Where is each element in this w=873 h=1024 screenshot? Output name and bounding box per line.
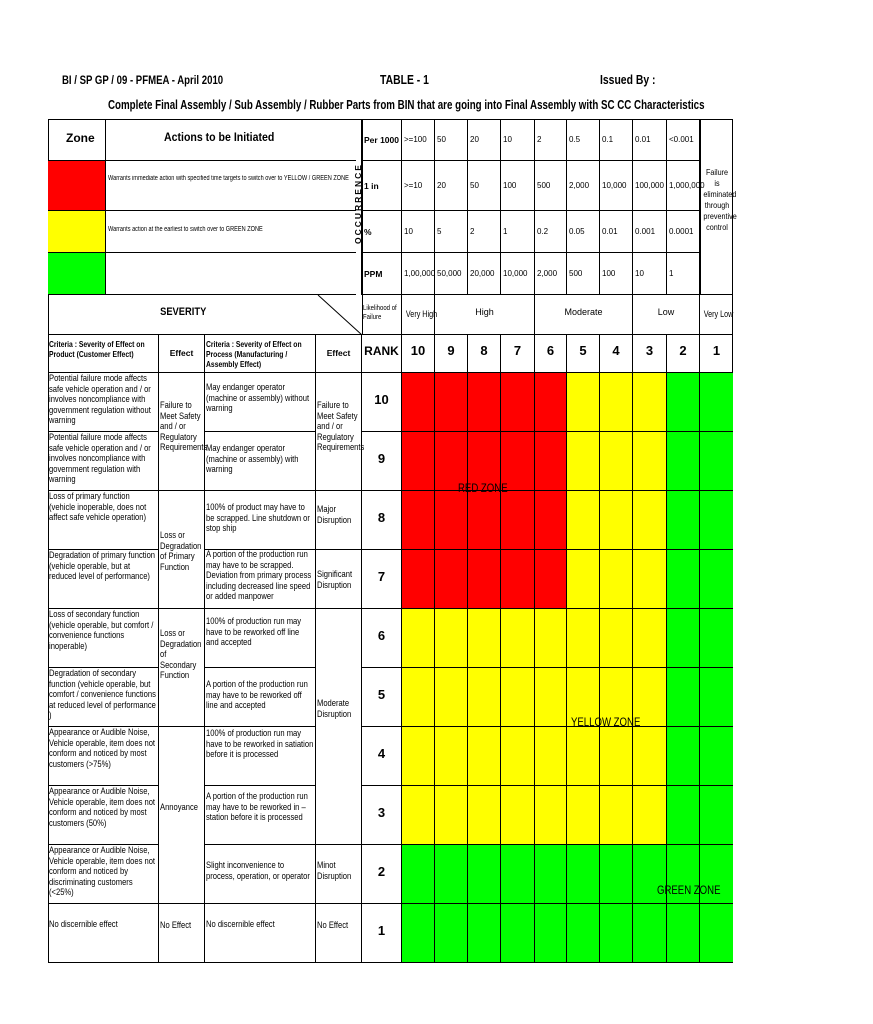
matrix-cell: [633, 609, 667, 668]
matrix-cell: [600, 845, 633, 904]
occurrence-value: 10,000: [600, 161, 633, 211]
criteria-process-text: 100% of production run may have to be reworked off line and accepted: [206, 616, 302, 648]
effect-product-cell: [159, 609, 205, 727]
zone-action-green: [106, 253, 356, 295]
matrix-cell: [633, 550, 667, 609]
matrix-cell: [468, 727, 501, 786]
zone-swatch-red: [48, 161, 106, 211]
matrix-cell: [567, 550, 600, 609]
matrix-cell: [535, 904, 567, 963]
occurrence-value: 100,000: [633, 161, 667, 211]
likelihood-very-low: Very Low: [700, 295, 733, 335]
matrix-cell: [600, 904, 633, 963]
pfmea-table: [48, 119, 737, 963]
matrix-cell: [535, 845, 567, 904]
matrix-cell: [501, 609, 535, 668]
occurrence-value: 100: [501, 161, 535, 211]
likelihood-high: High: [435, 295, 535, 335]
criteria-process-cell: [205, 609, 316, 668]
occurrence-value: 20: [435, 161, 468, 211]
effect-process-cell: [316, 904, 362, 963]
matrix-cell: [435, 786, 468, 845]
occurrence-value: 50,000: [435, 253, 468, 295]
effect-product-text: Annoyance: [160, 802, 199, 813]
occurrence-value: 1,00,000: [402, 253, 435, 295]
occurrence-rank-header: 4: [600, 335, 633, 373]
matrix-cell: [535, 786, 567, 845]
matrix-cell: [468, 845, 501, 904]
matrix-cell: [567, 727, 600, 786]
occurrence-value: 1,000,000: [667, 161, 700, 211]
matrix-cell: [402, 727, 435, 786]
criteria-process-text: Slight inconvenience to process, operation, or operator: [206, 860, 310, 882]
criteria-product-text: Loss of secondary function (vehicle operable, but comfort / convenience functions inoperable): [49, 609, 154, 652]
occurrence-value: 50: [468, 161, 501, 211]
matrix-cell: [600, 491, 633, 550]
severity-rank: 5: [362, 668, 402, 727]
criteria-product-cell: [48, 432, 159, 491]
effect-product-text: Loss or Degradation of Secondary Function: [160, 628, 202, 681]
occurrence-value: 2: [468, 211, 501, 253]
matrix-cell: [535, 668, 567, 727]
divider-cell: [318, 295, 362, 335]
occurrence-value: 0.0001: [667, 211, 700, 253]
criteria-product-text: Potential failure mode affects safe vehicle operation and / or involves noncompliance with government regulation without warning: [49, 373, 151, 426]
matrix-cell: [667, 373, 700, 432]
matrix-cell: [700, 727, 733, 786]
matrix-cell: [435, 550, 468, 609]
matrix-cell: [600, 373, 633, 432]
occurrence-value: <0.001: [667, 119, 700, 161]
matrix-cell: [600, 727, 633, 786]
matrix-cell: [468, 904, 501, 963]
criteria-product-cell: [48, 668, 159, 727]
criteria-product-text: Appearance or Audible Noise, Vehicle operable, item does not conform and noticed by discriminating customers (<25%): [49, 845, 156, 898]
matrix-cell: [535, 373, 567, 432]
occurrence-value: 2,000: [535, 253, 567, 295]
criteria-product-cell: [48, 609, 159, 668]
matrix-cell: [402, 432, 435, 491]
criteria-process-text: A portion of the production run may have to be scrapped. Deviation from primary process including decreased line speed or added manpower: [206, 549, 312, 602]
matrix-cell: [501, 491, 535, 550]
matrix-cell: [501, 668, 535, 727]
criteria-process-cell: [205, 668, 316, 727]
criteria-product-text: Degradation of secondary function (vehicle operable, but comfort / convenience functions at reduced level of performance ): [49, 668, 156, 721]
criteria-product-cell: [48, 550, 159, 609]
effect-product-cell: [159, 727, 205, 904]
matrix-cell: [700, 668, 733, 727]
document-reference: BI / SP GP / 09 - PFMEA - April 2010: [62, 73, 224, 87]
matrix-cell: [402, 550, 435, 609]
severity-title: SEVERITY: [48, 295, 318, 335]
criteria-process-cell: [205, 845, 316, 904]
criteria-process-cell: [205, 904, 316, 963]
occurrence-label: OCCURRENCE: [353, 163, 363, 244]
occurrence-value: 100: [600, 253, 633, 295]
matrix-cell: [567, 491, 600, 550]
matrix-cell: [633, 904, 667, 963]
matrix-cell: [567, 786, 600, 845]
table-title: TABLE - 1: [380, 72, 429, 87]
zone-swatch-yellow: [48, 211, 106, 253]
criteria-process-text: May endanger operator (machine or assembly) with warning: [206, 443, 299, 475]
occurrence-rank-header: 10: [402, 335, 435, 373]
likelihood-very-high: Very High: [402, 295, 435, 335]
severity-rank: 6: [362, 609, 402, 668]
occurrence-value: >=100: [402, 119, 435, 161]
header-criteria-process: Criteria : Severity of Effect on Process (Manufacturing / Assembly Effect): [205, 335, 316, 373]
matrix-cell: [633, 432, 667, 491]
criteria-process-text: No discernible effect: [206, 919, 275, 930]
matrix-cell: [700, 432, 733, 491]
matrix-cell: [567, 904, 600, 963]
effect-process-text: Moderate Disruption: [317, 698, 352, 720]
matrix-cell: [435, 845, 468, 904]
severity-rank: 9: [362, 432, 402, 491]
effect-process-text: Significant Disruption: [317, 569, 353, 591]
matrix-cell: [667, 904, 700, 963]
occurrence-rank-header: 5: [567, 335, 600, 373]
criteria-product-cell: [48, 491, 159, 550]
criteria-process-text: 100% of product may have to be scrapped. Line shutdown or stop ship: [206, 502, 310, 534]
matrix-cell: [633, 491, 667, 550]
effect-process-text: No Effect: [317, 920, 349, 931]
document-subtitle: Complete Final Assembly / Sub Assembly / Rubber Parts from BIN that are going into Final Assembly with SC CC Characteristics: [108, 98, 705, 112]
effect-process-text: Minot Disruption: [317, 860, 352, 882]
matrix-cell: [700, 609, 733, 668]
criteria-product-cell: [48, 727, 159, 786]
criteria-product-cell: [48, 845, 159, 904]
effect-process-cell: [316, 609, 362, 845]
matrix-cell: [501, 727, 535, 786]
occurrence-rank-header: 1: [700, 335, 733, 373]
occurrence-rank-header: 8: [468, 335, 501, 373]
matrix-cell: [468, 373, 501, 432]
matrix-cell: [435, 668, 468, 727]
occurrence-value: 0.5: [567, 119, 600, 161]
severity-rank: 7: [362, 550, 402, 609]
occurrence-row-label: PPM: [362, 253, 402, 295]
occurrence-value: 10,000: [501, 253, 535, 295]
matrix-cell: [468, 550, 501, 609]
matrix-cell: [700, 550, 733, 609]
occurrence-value: 0.001: [633, 211, 667, 253]
matrix-cell: [501, 373, 535, 432]
criteria-process-cell: [205, 727, 316, 786]
zone-action-red: Warrants immediate action with specified time targets to switch over to YELLOW / GREEN ZONE: [106, 161, 356, 211]
effect-process-cell: [316, 845, 362, 904]
matrix-cell: [501, 845, 535, 904]
matrix-cell: [402, 373, 435, 432]
occurrence-value: 0.2: [535, 211, 567, 253]
criteria-product-cell: [48, 904, 159, 963]
occurrence-value: 10: [402, 211, 435, 253]
occurrence-value: >=10: [402, 161, 435, 211]
severity-rank: 8: [362, 491, 402, 550]
severity-rank: 10: [362, 373, 402, 432]
matrix-cell: [402, 668, 435, 727]
likelihood-low: Low: [633, 295, 700, 335]
header-criteria-product: Criteria : Severity of Effect on Product (Customer Effect): [48, 335, 159, 373]
yellow-zone-label: YELLOW ZONE: [571, 715, 641, 729]
matrix-cell: [402, 609, 435, 668]
zone-action-yellow: Warrants action at the earliest to switch over to GREEN ZONE: [106, 211, 356, 253]
matrix-cell: [535, 550, 567, 609]
effect-process-cell: [316, 550, 362, 609]
occurrence-row-label: 1 in: [362, 161, 402, 211]
criteria-process-cell: [205, 786, 316, 845]
criteria-process-cell: [205, 550, 316, 609]
green-zone-label: GREEN ZONE: [657, 883, 721, 897]
matrix-cell: [600, 786, 633, 845]
occurrence-rank-header: 2: [667, 335, 700, 373]
criteria-process-text: A portion of the production run may have to be reworked in – station before it is processed: [206, 791, 308, 823]
matrix-cell: [501, 550, 535, 609]
occurrence-value: 2: [535, 119, 567, 161]
matrix-cell: [700, 904, 733, 963]
criteria-product-text: Potential failure mode affects safe vehicle operation and / or involves noncompliance with government regulation with warning: [49, 432, 151, 485]
occurrence-value: 20: [468, 119, 501, 161]
occurrence-row-label: %: [362, 211, 402, 253]
issued-by: Issued By :: [600, 72, 656, 87]
matrix-cell: [402, 904, 435, 963]
occurrence-value: 10: [501, 119, 535, 161]
eliminated-note: Failure is eliminated through preventive control: [700, 119, 733, 295]
criteria-process-cell: [205, 432, 316, 491]
likelihood-label: Likelihood of Failure: [362, 295, 402, 335]
effect-process-cell: [316, 491, 362, 550]
severity-rank: 3: [362, 786, 402, 845]
matrix-cell: [667, 432, 700, 491]
matrix-cell: [468, 668, 501, 727]
occurrence-value: 0.05: [567, 211, 600, 253]
effect-process-text: Major Disruption: [317, 504, 352, 526]
effect-product-cell: [159, 491, 205, 609]
occurrence-value: 500: [535, 161, 567, 211]
matrix-cell: [667, 491, 700, 550]
matrix-cell: [535, 432, 567, 491]
severity-rank: 1: [362, 904, 402, 963]
matrix-cell: [535, 727, 567, 786]
occurrence-value: 5: [435, 211, 468, 253]
matrix-cell: [667, 786, 700, 845]
criteria-product-text: Degradation of primary function (vehicle operable, but at reduced level of performance): [49, 550, 156, 582]
occurrence-value: 50: [435, 119, 468, 161]
matrix-cell: [667, 668, 700, 727]
criteria-product-text: Loss of primary function (vehicle inoperable, does not affect safe vehicle operation): [49, 491, 147, 523]
occurrence-row-label: Per 1000: [362, 119, 402, 161]
matrix-cell: [700, 373, 733, 432]
matrix-cell: [501, 786, 535, 845]
criteria-process-cell: [205, 491, 316, 550]
matrix-cell: [435, 373, 468, 432]
matrix-cell: [567, 373, 600, 432]
effect-product-text: Loss or Degradation of Primary Function: [160, 530, 202, 573]
severity-rank: 2: [362, 845, 402, 904]
effect-product-cell: [159, 373, 208, 491]
occurrence-rank-header: 3: [633, 335, 667, 373]
matrix-cell: [468, 609, 501, 668]
matrix-cell: [535, 609, 567, 668]
matrix-cell: [402, 845, 435, 904]
criteria-product-cell: [48, 786, 159, 845]
matrix-cell: [600, 550, 633, 609]
matrix-cell: [633, 373, 667, 432]
criteria-process-text: A portion of the production run may have to be reworked off line and accepted: [206, 679, 308, 711]
matrix-cell: [435, 727, 468, 786]
occurrence-value: 20,000: [468, 253, 501, 295]
matrix-cell: [667, 727, 700, 786]
matrix-cell: [402, 786, 435, 845]
occurrence-value: 500: [567, 253, 600, 295]
likelihood-moderate: Moderate: [535, 295, 633, 335]
matrix-cell: [435, 904, 468, 963]
criteria-process-cell: [205, 373, 316, 432]
matrix-cell: [633, 786, 667, 845]
matrix-cell: [567, 432, 600, 491]
criteria-product-text: Appearance or Audible Noise, Vehicle operable, item does not conform and noticed by most customers (>75%): [49, 727, 156, 770]
actions-header: Actions to be Initiated: [106, 119, 356, 161]
zone-header: Zone: [48, 119, 106, 161]
header-effect-product: Effect: [159, 335, 205, 373]
header-rank: RANK: [362, 335, 402, 373]
criteria-product-text: Appearance or Audible Noise, Vehicle operable, item does not conform and noticed by most customers (50%): [49, 786, 156, 829]
matrix-cell: [435, 491, 468, 550]
matrix-cell: [700, 491, 733, 550]
effect-product-text: No Effect: [160, 920, 192, 931]
matrix-cell: [600, 432, 633, 491]
criteria-process-text: 100% of production run may have to be reworked in satiation before it is processed: [206, 728, 314, 760]
occurrence-rank-header: 6: [535, 335, 567, 373]
occurrence-rank-header: 9: [435, 335, 468, 373]
criteria-process-text: May endanger operator (machine or assembly) without warning: [206, 382, 310, 414]
matrix-cell: [402, 491, 435, 550]
matrix-cell: [567, 609, 600, 668]
matrix-cell: [435, 609, 468, 668]
matrix-cell: [633, 727, 667, 786]
matrix-cell: [700, 786, 733, 845]
effect-product-cell: [159, 904, 205, 963]
matrix-cell: [667, 550, 700, 609]
matrix-cell: [600, 609, 633, 668]
red-zone-label: RED ZONE: [458, 481, 508, 495]
matrix-cell: [567, 845, 600, 904]
matrix-cell: [468, 786, 501, 845]
occurrence-value: 0.1: [600, 119, 633, 161]
criteria-product-cell: [48, 373, 159, 432]
occurrence-value: 0.01: [633, 119, 667, 161]
criteria-product-text: No discernible effect: [49, 919, 118, 930]
effect-product-text: Failure to Meet Safety and / or Regulatory Requirements: [160, 400, 208, 453]
occurrence-rank-header: 7: [501, 335, 535, 373]
matrix-cell: [667, 609, 700, 668]
matrix-cell: [535, 491, 567, 550]
occurrence-value: 1: [667, 253, 700, 295]
occurrence-value: 1: [501, 211, 535, 253]
matrix-cell: [468, 491, 501, 550]
occurrence-value: 10: [633, 253, 667, 295]
occurrence-value: 0.01: [600, 211, 633, 253]
header-effect-process: Effect: [316, 335, 362, 373]
effect-process-cell: [316, 373, 365, 491]
effect-process-text: Failure to Meet Safety and / or Regulatory Requirements: [317, 400, 365, 453]
occurrence-value: 2,000: [567, 161, 600, 211]
zone-swatch-green: [48, 253, 106, 295]
matrix-cell: [501, 904, 535, 963]
severity-rank: 4: [362, 727, 402, 786]
